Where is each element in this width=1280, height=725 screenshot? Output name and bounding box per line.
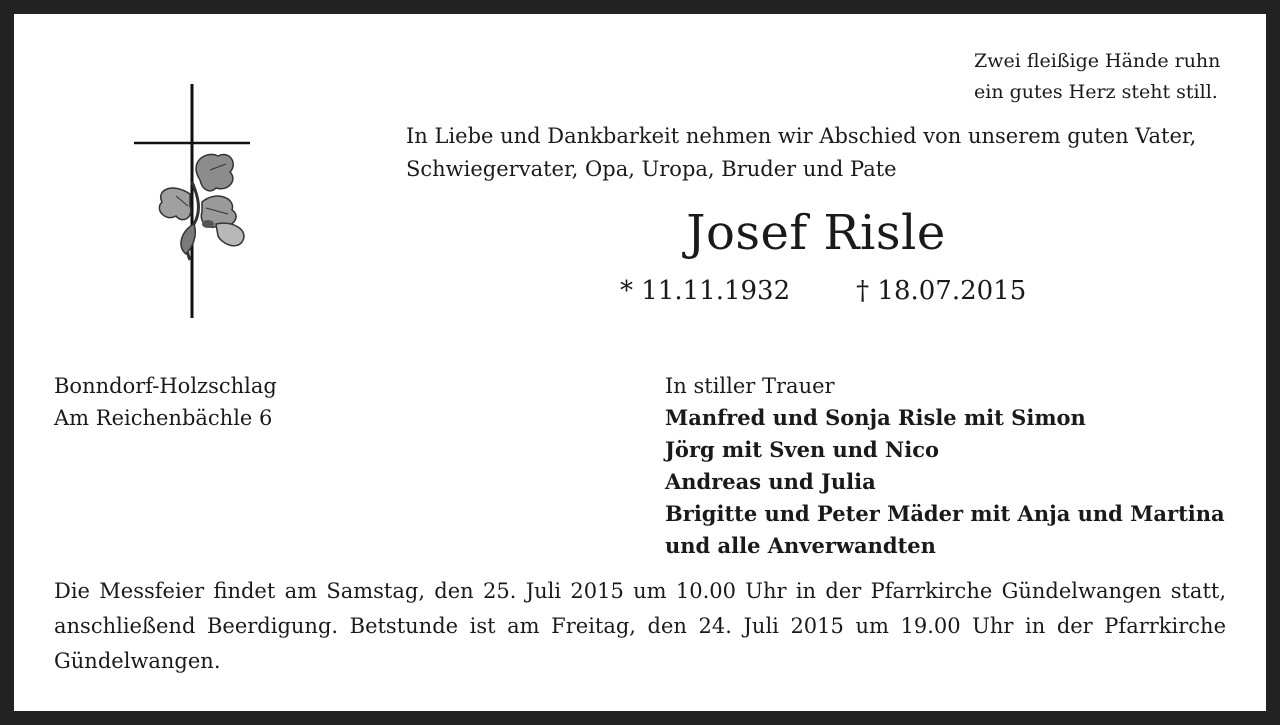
service-info [54,574,1226,679]
mourner-name: und alle Anverwandten [665,533,936,558]
address-line: Bonndorf-Holzschlag [54,374,277,398]
obituary-card [14,14,1266,711]
service-line: anschließend Beerdigung. Betstunde ist am Freitag, den 24. Juli 2015 um 19.00 Uhr in der Pfarrkirche [54,614,1226,638]
mourner-name: Andreas und Julia [665,469,876,494]
address-line: Am Reichenbächle 6 [54,406,273,430]
poem-line: Zwei fleißige Hände ruhn [974,50,1221,72]
service-line: Die Messfeier findet am Samstag, den 25. Juli 2015 um 10.00 Uhr in der Pfarrkirche Gündelwangen statt, [54,579,1226,603]
poem-line: ein gutes Herz steht still. [974,81,1218,103]
mourner-name: Jörg mit Sven und Nico [665,437,940,462]
mourner-name: Brigitte und Peter Mäder mit Anja und Martina [665,501,1225,526]
death-date: † 18.07.2015 [856,276,1027,306]
birth-date: * 11.11.1932 [620,276,791,306]
life-dates [620,272,1026,310]
mourner-name: Manfred und Sonja Risle mit Simon [665,405,1086,430]
cross-with-oak-leaves-icon [132,84,252,320]
intro-line: Schwiegervater, Opa, Uropa, Bruder und Pate [406,157,897,181]
intro-line: In Liebe und Dankbarkeit nehmen wir Abschied von unserem guten Vater, [406,124,1197,148]
mourners [665,370,1225,562]
poem [974,46,1220,108]
mourners-lead: In stiller Trauer [665,374,835,398]
service-line: Gündelwangen. [54,649,221,673]
deceased-name: Josef Risle [686,205,946,261]
intro-text [406,120,1196,186]
address [54,370,277,434]
